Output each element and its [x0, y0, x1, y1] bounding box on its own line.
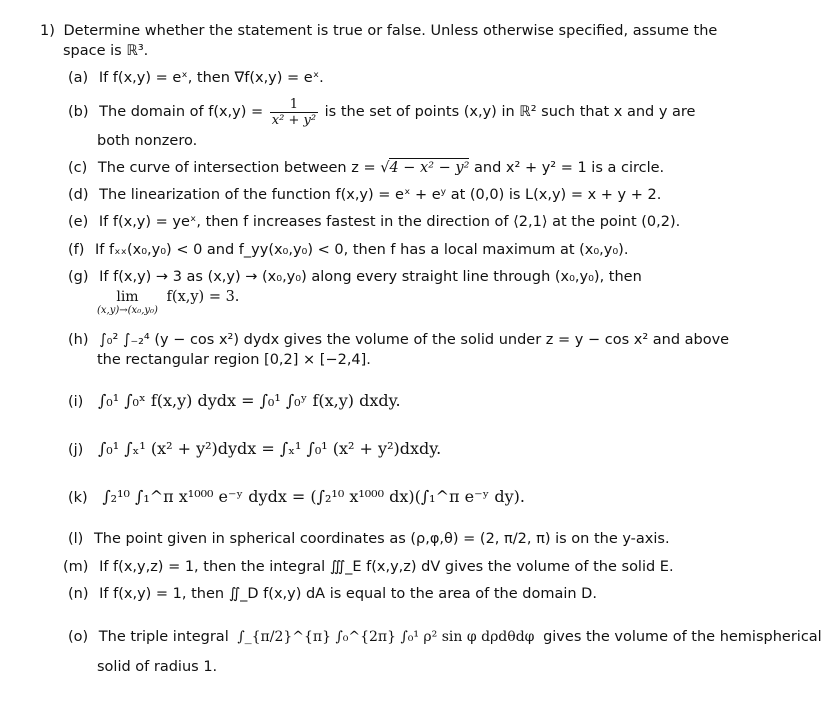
- item-o: [68, 620, 822, 654]
- item-label: (n): [68, 586, 89, 602]
- integral-expression: ∫_{π/2}^{π} ∫₀^{2π} ∫₀¹ ρ² sin φ dρdθdφ: [237, 629, 535, 645]
- item-text: If f(x,y) = yeˣ, then f increases fastest in the direction of ⟨2,1⟩ at the point (0,2).: [98, 214, 681, 230]
- item-d: [68, 185, 661, 205]
- item-text: If f(x,y) = eˣ, then ∇f(x,y) = eˣ.: [98, 70, 324, 86]
- intro-line-2: space is ℝ³.: [63, 43, 149, 59]
- item-e: [68, 212, 680, 232]
- item-text-pre: The triple integral: [98, 629, 229, 645]
- item-g: [68, 267, 642, 287]
- item-a: [68, 68, 324, 88]
- item-g-limit-row: [97, 289, 239, 317]
- item-b-cont-row: [97, 131, 197, 151]
- item-text: If f(x,y) = 1, then ∬_D f(x,y) dA is equal to the area of the domain D.: [99, 586, 597, 602]
- item-text-pre: The domain of f(x,y) =: [99, 104, 264, 120]
- item-b: [68, 96, 695, 128]
- limit-expression: f(x,y) = 3.: [166, 289, 240, 305]
- item-text: If f(x,y,z) = 1, then the integral ∭_E f(x,y,z) dV gives the volume of the solid E.: [99, 559, 674, 575]
- item-text-pre: The curve of intersection between z =: [97, 160, 376, 176]
- item-label: (i): [68, 394, 84, 410]
- fraction: [270, 97, 318, 128]
- item-text-post: is the set of points (x,y) in ℝ² such that x and y are: [324, 104, 696, 120]
- item-label: (b): [68, 104, 89, 120]
- item-i: [68, 384, 401, 419]
- integral-expression: ∫₀¹ ∫₀ˣ f(x,y) dydx = ∫₀¹ ∫₀ʸ f(x,y) dxdy.: [97, 391, 401, 410]
- fraction-denominator: x² + y²: [271, 112, 317, 128]
- item-m: [63, 557, 674, 577]
- limit-operator: [97, 289, 158, 316]
- item-text: ∫₀² ∫₋₂⁴ (y − cos x²) dydx gives the volume of the solid under z = y − cos x² and above: [99, 332, 730, 348]
- intro-line-1: Determine whether the statement is true or false. Unless otherwise specified, assume the: [63, 23, 718, 39]
- item-label: (c): [68, 160, 88, 176]
- item-c: [68, 158, 664, 178]
- item-text-cont: the rectangular region [0,2] × [−2,4].: [97, 352, 371, 368]
- square-root-body: 4 − x² − y²: [389, 160, 470, 176]
- item-label: (j): [68, 442, 84, 458]
- item-label: (f): [68, 242, 85, 258]
- item-k: [68, 480, 525, 515]
- item-text-cont: solid of radius 1.: [97, 659, 218, 675]
- item-label: (d): [68, 187, 89, 203]
- integral-expression: ∫₀¹ ∫ₓ¹ (x² + y²)dydx = ∫ₓ¹ ∫₀¹ (x² + y²)dxdy.: [97, 439, 442, 458]
- item-text-cont: both nonzero.: [97, 133, 198, 149]
- item-text-post: gives the volume of the hemispherical: [543, 629, 822, 645]
- item-label: (e): [68, 214, 89, 230]
- item-label: (g): [68, 269, 89, 285]
- limit-word: lim: [116, 289, 139, 305]
- item-l: [68, 529, 670, 549]
- integral-expression: ∫₂¹⁰ ∫₁^π x¹⁰⁰⁰ e⁻ʸ dydx = (∫₂¹⁰ x¹⁰⁰⁰ dx)(∫₁^π e⁻ʸ dy).: [102, 487, 525, 506]
- item-text: If fₓₓ(x₀,y₀) < 0 and f_yy(x₀,y₀) < 0, then f has a local maximum at (x₀,y₀).: [95, 242, 629, 258]
- item-text: The point given in spherical coordinates as (ρ,φ,θ) = (2, π/2, π) is on the y-axis.: [93, 531, 670, 547]
- intro-line-2-row: [63, 41, 148, 61]
- item-text-post: and x² + y² = 1 is a circle.: [474, 160, 665, 176]
- item-text: If f(x,y) → 3 as (x,y) → (x₀,y₀) along every straight line through (x₀,y₀), then: [99, 269, 642, 285]
- item-label: (a): [68, 70, 89, 86]
- item-text: The linearization of the function f(x,y) = eˣ + eʸ at (0,0) is L(x,y) = x + y + 2.: [99, 187, 662, 203]
- item-label: (o): [68, 629, 89, 645]
- item-label: (m): [63, 559, 89, 575]
- square-root: √4 − x² − y²: [380, 160, 470, 176]
- fraction-numerator: 1: [289, 96, 299, 112]
- problem-number: 1): [40, 23, 55, 39]
- item-n: [68, 584, 597, 604]
- item-h-cont-row: [97, 350, 371, 370]
- item-h: [68, 330, 729, 350]
- problem-intro: [40, 21, 717, 41]
- limit-subscript: (x,y)→(x₀,y₀): [97, 305, 158, 316]
- item-f: [68, 240, 628, 260]
- item-j: [68, 432, 441, 467]
- item-label: (h): [68, 332, 89, 348]
- item-label: (l): [68, 531, 84, 547]
- item-o-cont-row: [97, 657, 217, 677]
- item-label: (k): [68, 490, 88, 506]
